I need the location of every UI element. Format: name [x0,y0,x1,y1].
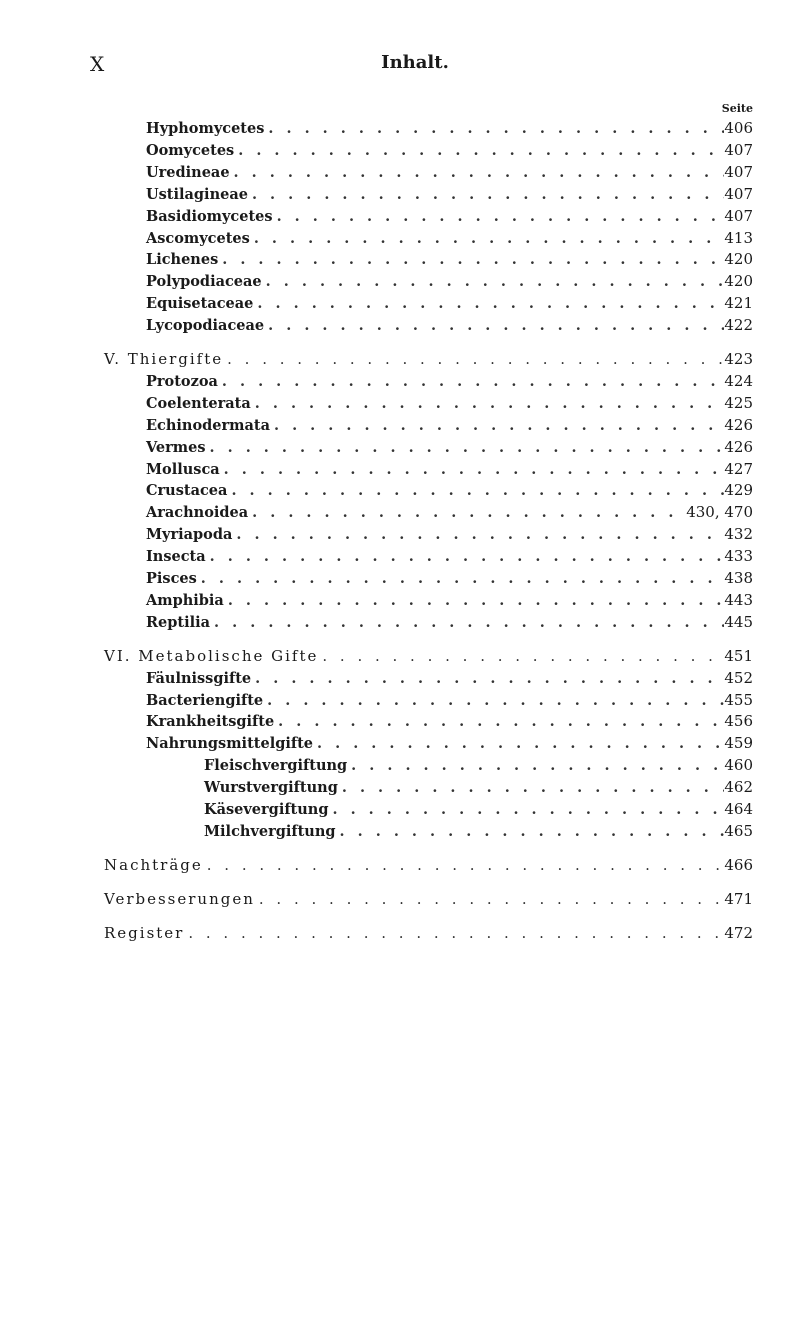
toc-entry-page: 464 [724,800,753,818]
toc-entry-page: 407 [724,184,753,203]
toc-entry-page: 426 [724,437,753,456]
toc-entry-page: 407 [724,162,753,181]
leader-dots [206,439,725,456]
toc-entry-label: Milchvergiftung [204,822,336,840]
toc-entry-label: Myriapoda [146,526,233,544]
toc-entry-label: Arachnoidea [146,504,249,522]
toc-entry-page: 455 [724,690,753,709]
leader-dots [248,186,724,203]
toc-entry-page: 427 [724,459,753,478]
toc-entry-page: 407 [724,206,753,225]
toc-entry [0,372,753,394]
leader-dots [220,461,725,478]
toc-entry-page: 420 [724,250,753,269]
toc-entry-label: Krankheitsgifte [146,713,275,731]
leader-dots [251,395,725,412]
toc-entry [0,856,753,878]
leader-dots [274,713,724,730]
leader-dots [218,373,724,390]
leader-dots [253,295,724,312]
toc-entry-page: 471 [724,889,753,908]
toc-entry [0,569,753,591]
toc-entry [0,481,753,503]
toc-entry [0,822,753,844]
toc-entry-page: 462 [724,778,753,797]
toc-entry-page: 452 [724,668,753,687]
toc-entry-label: Fleischvergiftung [204,757,348,775]
toc-entry [0,756,753,778]
leader-dots [338,779,725,796]
toc-entry-label: Fäulnissgifte [146,669,252,687]
toc-entry [0,250,753,272]
toc-entry-label: Lycopodiaceae [146,317,265,335]
toc-entry [0,691,753,713]
toc-entry [0,800,753,822]
leader-dots [210,614,724,631]
toc-entry-page: 472 [724,923,753,942]
leader-dots [264,120,724,137]
leader-dots [263,692,724,709]
toc-entry-label: Vermes [146,438,206,456]
toc-entry-page: 424 [724,371,753,390]
toc-entry [0,185,753,207]
toc-entry [0,416,753,438]
toc-entry [0,547,753,569]
leader-dots [328,801,724,818]
toc-entry [0,394,753,416]
toc-entry [0,890,753,912]
toc-entry-label: Reptilia [146,613,211,631]
leader-dots [255,890,724,908]
toc-entry-label: Basidiomycetes [146,207,273,225]
toc-entry-page: 465 [724,821,753,840]
leader-dots [250,230,725,247]
toc-entry [0,438,753,460]
toc-entry [0,591,753,613]
column-label-seite: Seite [721,102,753,115]
toc-entry-label: Mollusca [146,460,220,478]
toc-entry-label: Käsevergiftung [204,801,329,818]
toc-entry-page: 426 [724,415,753,434]
toc-entry-label: Crustacea [146,482,228,500]
toc-entry [0,119,753,141]
toc-entry-page: 459 [724,734,753,753]
toc-entry-label: Pisces [146,570,197,587]
toc-entry-page: 456 [724,712,753,731]
toc-entry-label: Register [104,923,185,942]
toc-entry [0,669,753,691]
toc-entry-label: Equisetaceae [146,295,254,313]
toc-entry [0,460,753,482]
toc-entry [0,778,753,800]
leader-dots [270,417,724,434]
leader-dots [264,317,724,334]
leader-dots [224,592,725,609]
toc-entry-label: Nahrungsmittelgifte [146,735,314,753]
leader-dots [197,570,725,587]
leader-dots [251,670,724,687]
toc-entry-label: Bacteriengifte [146,691,264,709]
toc-entry-label: Amphibia [146,591,224,609]
page-title: Inhalt. [381,52,449,73]
toc-entry-label: Wurstvergiftung [204,779,338,797]
toc-entry-page: 451 [724,646,753,665]
leader-dots [234,142,724,159]
leader-dots [232,526,724,543]
leader-dots [262,273,725,290]
toc-entry [0,316,753,338]
toc-entry-page: 433 [724,547,753,566]
toc-entry-label: Verbesserungen [104,889,255,908]
leader-dots [223,350,724,368]
toc-entry-label: Ustilagineae [146,185,248,203]
leader-dots [318,647,724,665]
toc-entry-page: 421 [724,294,753,313]
leader-dots [273,208,725,225]
toc-entry-label: Lichenes [146,251,219,269]
toc-entry [0,712,753,734]
toc-entry [0,141,753,163]
toc-entry [0,503,753,525]
leader-dots [230,164,725,181]
leader-dots [227,482,724,499]
toc-entry [0,924,753,946]
page-number: X [90,52,105,76]
toc-entry-label: Nachträge [104,855,203,874]
toc-entry [0,525,753,547]
toc-entry [0,229,753,251]
toc-entry [0,647,753,669]
leader-dots [206,548,725,565]
toc-entry-label: Ascomycetes [146,229,250,247]
leader-dots [218,251,724,268]
toc-entry [0,613,753,635]
toc-entry-page: 438 [724,569,753,587]
toc-entry-page: 429 [724,481,753,500]
toc-entry-page: 432 [724,525,753,544]
toc-entry-page: 445 [724,612,753,631]
leader-dots [347,757,724,774]
toc-entry-label: Echinodermata [146,416,270,434]
leader-dots [248,504,686,521]
toc-entry-label: V. Thiergifte [104,350,224,368]
leader-dots [313,735,724,752]
toc-entry-page: 425 [724,393,753,412]
toc-entry-page: 406 [724,119,753,137]
toc-entry-label: Coelenterata [146,394,251,412]
toc-entry [0,163,753,185]
toc-entry-label: Uredineae [146,163,230,181]
leader-dots [336,823,725,840]
toc-entry [0,350,753,372]
toc-entry-page: 422 [724,316,753,335]
toc-entry-page: 420 [724,272,753,291]
toc-entry-page: 413 [724,228,753,247]
toc-entry [0,294,753,316]
toc-entry [0,207,753,229]
leader-dots [184,924,724,942]
toc-entry-page: 466 [724,855,753,874]
page-header [90,52,740,82]
toc-entry-page: 423 [724,350,753,368]
leader-dots [203,856,725,874]
toc-entry-label: Oomycetes [146,141,235,159]
toc-entry-page: 407 [724,140,753,159]
toc-entry-label: Hyphomycetes [146,120,265,137]
toc-entry-page: 460 [724,756,753,775]
toc-entry-label: VI. Metabolische Gifte [104,646,319,665]
toc-entry [0,272,753,294]
toc-entry-label: Protozoa [146,372,218,390]
toc-entry-page: 430, 470 [686,503,753,522]
toc-entry-label: Insecta [146,548,206,566]
toc-entry-page: 443 [724,590,753,609]
toc-entry [0,734,753,756]
toc-entry-label: Polypodiaceae [146,273,262,291]
